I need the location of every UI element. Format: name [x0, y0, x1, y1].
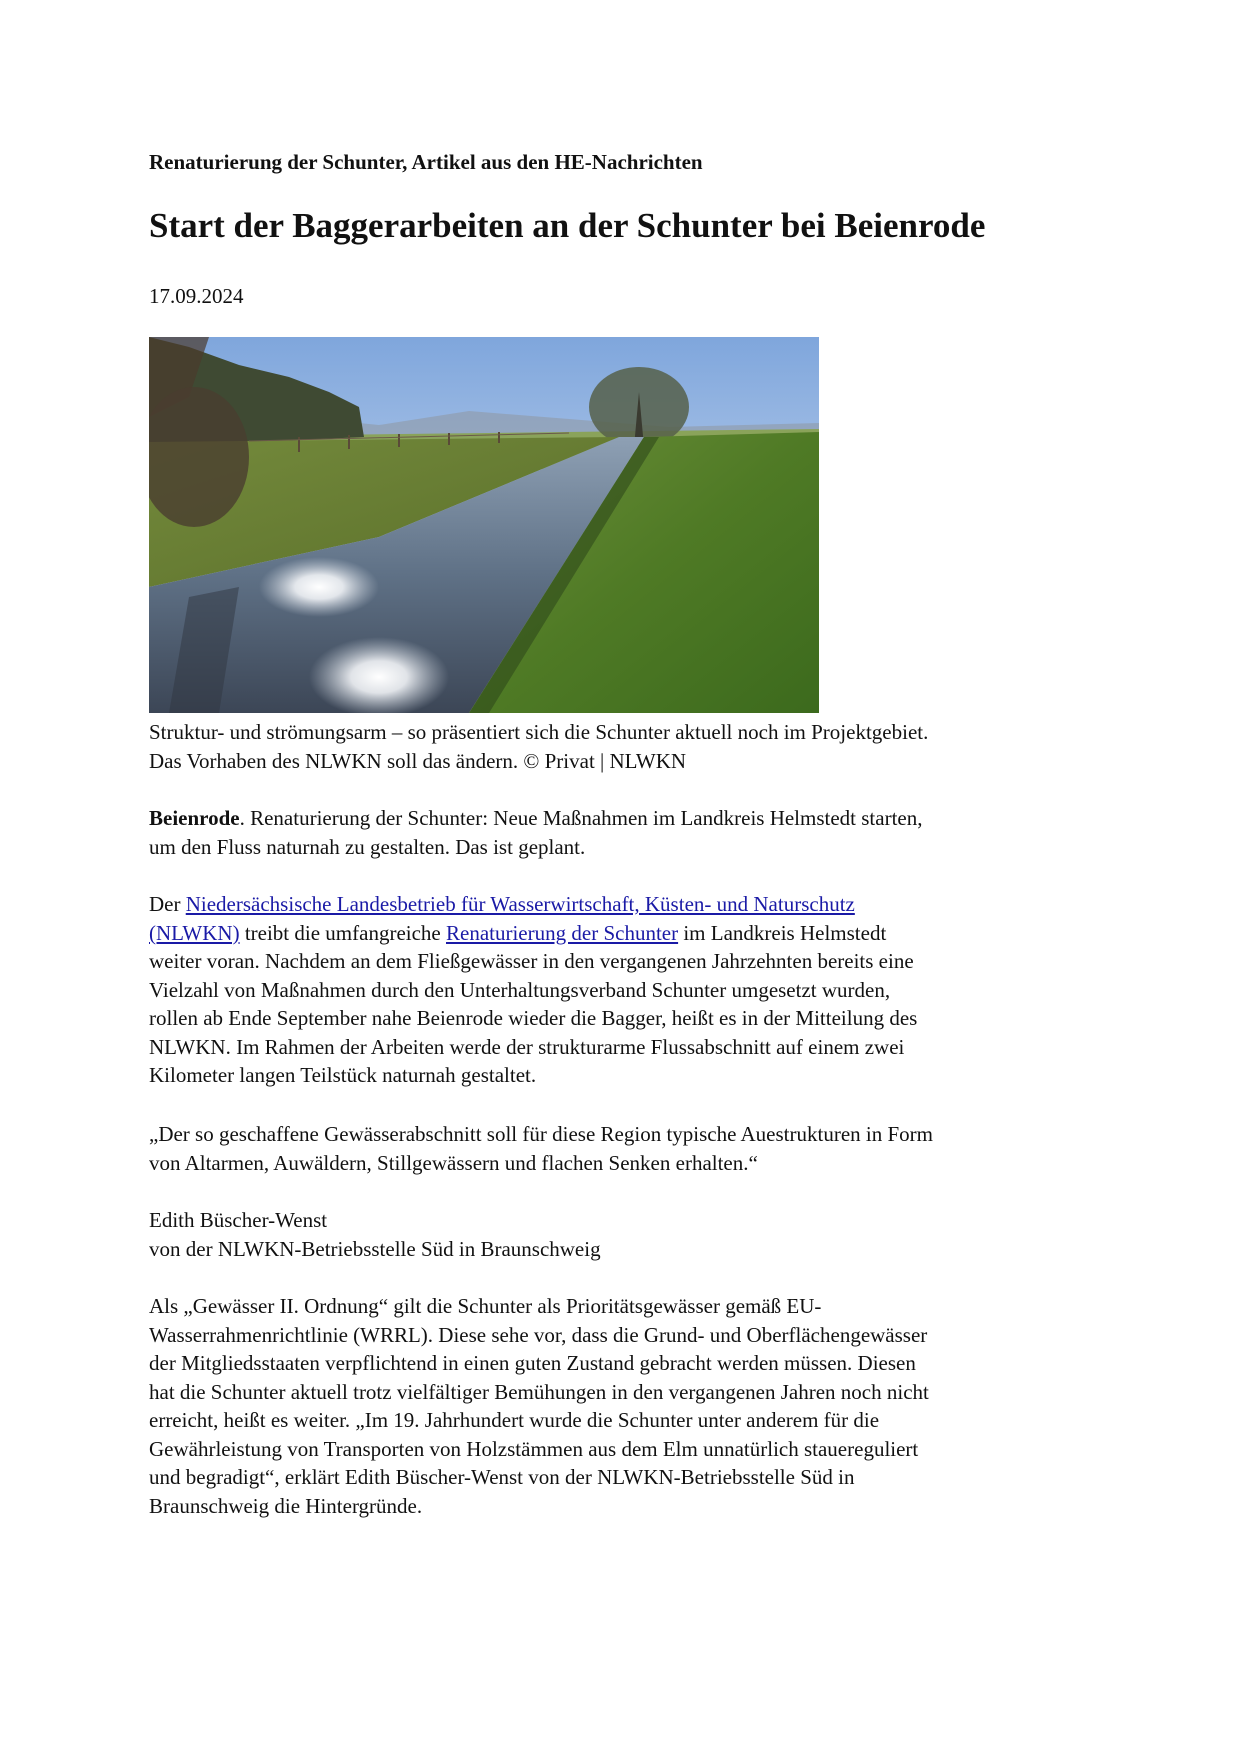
paragraph-text: erreicht, heißt es weiter. „Im 19. Jahrhundert wurde die Schunter unter anderem für die [149, 1408, 880, 1432]
intro-text: um den Fluss naturnah zu gestalten. Das ist geplant. [149, 834, 586, 859]
paragraph-text: rollen ab Ende September nahe Beienrode wieder die Bagger, heißt es in der Mitteilung des [149, 1006, 918, 1030]
quote-text: „Der so geschaffene Gewässerabschnitt soll für diese Region typische Auestrukturen in Form [149, 1122, 933, 1146]
article-kicker: Renaturierung der Schunter, Artikel aus den HE-Nachrichten [149, 150, 703, 174]
paragraph-text: Wasserrahmenrichtlinie (WRRL). Diese sehe vor, dass die Grund- und Oberflächengewässer [149, 1322, 928, 1347]
caption-line: Struktur- und strömungsarm – so präsentiert sich die Schunter aktuell noch im Projektgebiet. [149, 720, 929, 744]
paragraph-text: treibt die umfangreiche [239, 920, 446, 945]
renaturierung-link[interactable]: Renaturierung der Schunter [446, 920, 679, 945]
article-intro [149, 804, 1109, 861]
paragraph-text: im Landkreis Helmstedt [678, 920, 887, 945]
article-date: 17.09.2024 [149, 284, 244, 308]
paragraph-text: NLWKN. Im Rahmen der Arbeiten werde der strukturarme Flussabschnitt auf einem zwei [149, 1034, 905, 1059]
paragraph-text: hat die Schunter aktuell trotz vielfältiger Bemühungen in den vergangenen Jahren noch nicht [149, 1379, 929, 1404]
caption-line: Das Vorhaben des NLWKN soll das ändern. © Privat | NLWKN [149, 748, 687, 773]
paragraph-nlwkn [149, 890, 1109, 1090]
paragraph-text: weiter voran. Nachdem an dem Fließgewässer in den vergangenen Jahrzehnten bereits eine [149, 949, 914, 973]
quote-block [149, 1120, 1109, 1177]
paragraph-text: Als „Gewässer II. Ordnung“ gilt die Schunter als Prioritätsgewässer gemäß EU- [149, 1294, 822, 1318]
river-landscape-photo [149, 337, 819, 713]
intro-text: . Renaturierung der Schunter: Neue Maßnahmen im Landkreis Helmstedt starten, [239, 806, 923, 830]
paragraph-text: Braunschweig die Hintergründe. [149, 1493, 423, 1518]
article-headline: Start der Baggerarbeiten an der Schunter bei Beienrode [149, 206, 986, 245]
paragraph-text: Der [149, 892, 186, 916]
paragraph-text: der Mitgliedsstaaten verpflichtend in einen guten Zustand gebracht werden müssen. Diesen [149, 1351, 916, 1375]
author-name: Edith Büscher-Wenst [149, 1208, 328, 1232]
photo-caption [149, 718, 1109, 775]
paragraph-text: Gewährleistung von Transporten von Holzstämmen aus dem Elm unnatürlich stauereguliert [149, 1436, 919, 1461]
quote-text: von Altarmen, Auwäldern, Stillgewässern und flachen Senken erhalten.“ [149, 1150, 758, 1175]
paragraph-text: Kilometer langen Teilstück naturnah gestaltet. [149, 1063, 537, 1087]
quote-author [149, 1206, 1109, 1263]
paragraph-wrrl [149, 1292, 1109, 1520]
paragraph-text: Vielzahl von Maßnahmen durch den Unterhaltungsverband Schunter umgesetzt wurden, [149, 977, 891, 1002]
nlwkn-link[interactable]: Niedersächsische Landesbetrieb für Wasserwirtschaft, Küsten- und Naturschutz [185, 892, 855, 916]
paragraph-text: und begradigt“, erklärt Edith Büscher-Wenst von der NLWKN-Betriebsstelle Süd in [149, 1465, 855, 1489]
article-photo [149, 337, 819, 713]
nlwkn-link[interactable]: (NLWKN) [149, 920, 240, 945]
author-role: von der NLWKN-Betriebsstelle Süd in Braunschweig [149, 1236, 601, 1261]
intro-place: Beienrode [149, 806, 240, 830]
